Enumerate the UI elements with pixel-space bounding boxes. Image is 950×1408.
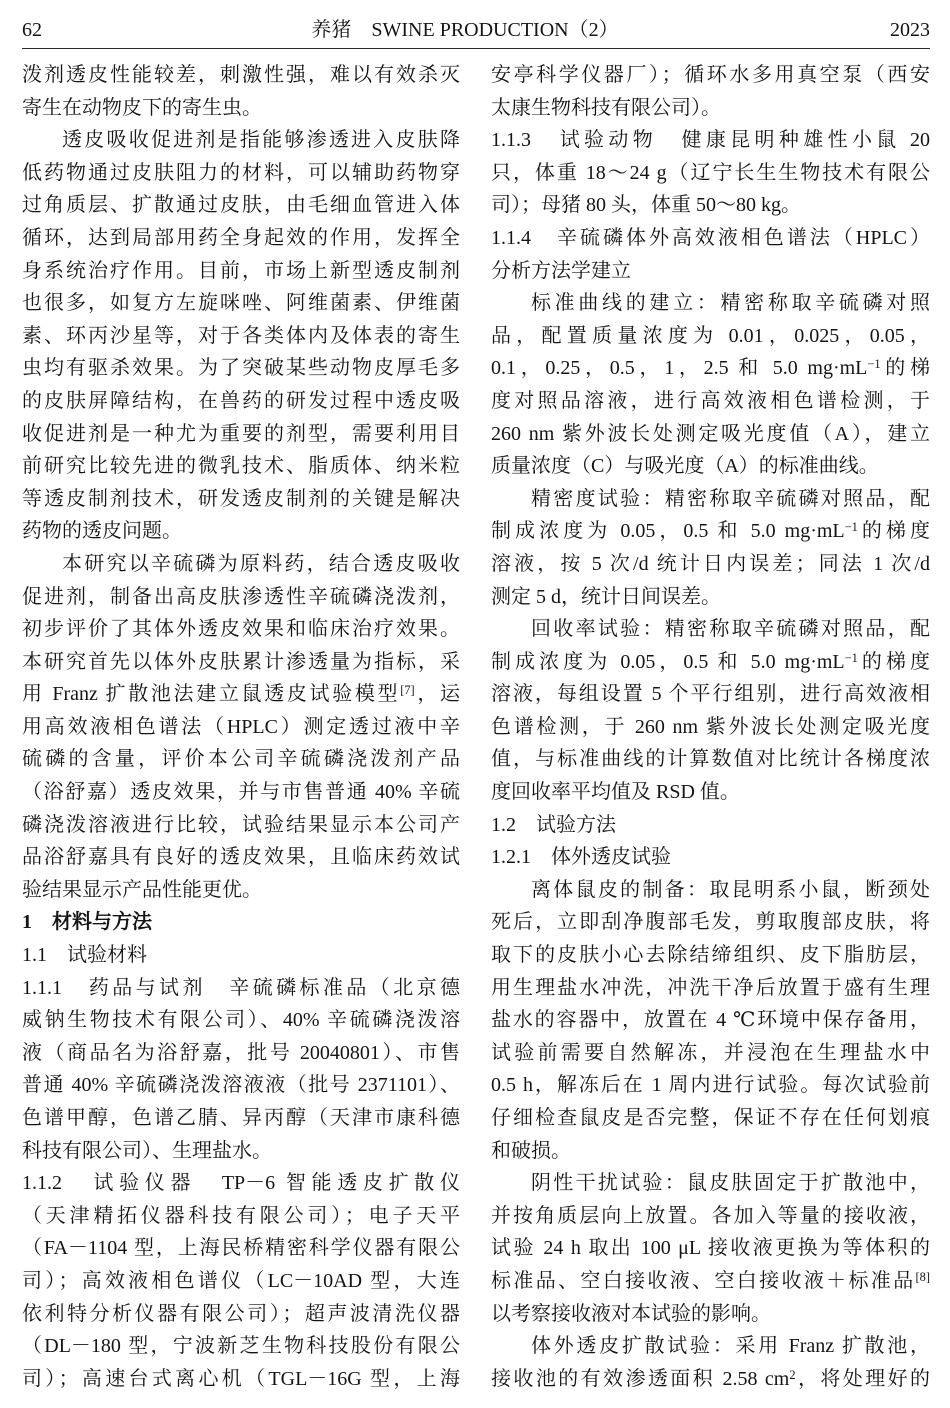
text-line: 科技有限公司）、生理盐水。: [22, 1139, 272, 1162]
text-line: 司）；母猪 80 头，体重 50～80 kg。: [491, 194, 801, 217]
text-line: 标准曲线的建立：精密称取辛硫磷对照: [531, 292, 930, 315]
text-line: [22, 678, 460, 711]
text-line: 精密度试验：精密称取辛硫磷对照品，配: [531, 487, 930, 510]
right-column: [491, 59, 930, 1395]
paragraph: [491, 613, 930, 809]
text-line: 盐水的容器中，放置在 4 ℃环境中保存备用，: [491, 1009, 930, 1032]
text-line: 的皮肤屏障结构，在兽药的研发过程中透皮吸: [22, 389, 460, 412]
paragraph: [491, 59, 930, 124]
text-line: 寄生在动物皮下的寄生虫。: [22, 96, 262, 119]
paragraph: [491, 1330, 930, 1395]
text-line: 循环，达到局部用药全身起效的作用，发挥全: [22, 226, 460, 249]
text-line: 等透皮制剂技术，研发透皮制剂的关键是解决: [22, 487, 460, 510]
paragraph: [491, 287, 930, 483]
text-line: 也很多，如复方左旋咪唑、阿维菌素、伊维菌: [22, 292, 460, 315]
text-line: 过角质层、扩散通过皮肤，由毛细血管进入体: [22, 194, 460, 217]
paragraph: [491, 483, 930, 613]
page-number: 62: [22, 19, 42, 41]
paragraph: [491, 1167, 930, 1330]
text-line: 离体鼠皮的制备：取昆明系小鼠，断颈处: [531, 878, 930, 901]
text-line: 品浴舒嘉具有良好的透皮效果，且临床药效试: [22, 846, 460, 869]
text-line: [491, 515, 930, 548]
subsection-heading: 1.2 试验方法: [491, 813, 616, 836]
text-line: 度回收率平均值及 RSD 值。: [491, 781, 740, 804]
text-line: 回收率试验：精密称取辛硫磷对照品，配: [531, 618, 930, 641]
text-line: 低药物通过皮肤阻力的材料，可以辅助药物穿: [22, 161, 460, 184]
text-line: 用生理盐水冲洗，冲洗干净后放置于盛有生理: [491, 976, 930, 999]
text-run: 的梯: [880, 357, 930, 380]
text-line: 依利特分析仪器有限公司）；超声波清洗仪器: [22, 1302, 460, 1325]
text-line: 测定 5 d，统计日间误差。: [491, 585, 721, 608]
paragraph: [491, 124, 930, 222]
left-column: [22, 59, 460, 1395]
text-line: 威钠生物技术有限公司）、40% 辛硫磷浇泼溶: [22, 1009, 460, 1032]
section-heading: 1 材料与方法: [22, 911, 152, 934]
subsection-heading: 1.1 试验材料: [22, 944, 147, 967]
text-line: 促进剂，制备出高皮肤渗透性辛硫磷浇泼剂，: [22, 585, 460, 608]
text-line: 品，配置质量浓度为 0.01，0.025，0.05，: [491, 324, 930, 347]
exponent-superscript: 2: [789, 1367, 796, 1382]
text-line: 1.1.1 药品与试剂 辛硫磷标准品（北京德: [22, 976, 460, 999]
text-line: 药物的透皮问题。: [22, 520, 182, 543]
paragraph: [22, 124, 460, 548]
text-line: 260 nm 紫外波长处测定吸光度值（A），建立: [491, 422, 930, 445]
exponent-superscript: −1: [867, 357, 881, 372]
text-line: 前研究比较先进的微乳技术、脂质体、纳米粒: [22, 455, 460, 478]
text-line: 验结果显示产品性能更优。: [22, 878, 262, 901]
paragraph: [22, 59, 460, 124]
text-line: （天津精拓仪器科技有限公司）；电子天平: [22, 1204, 460, 1227]
text-line: 身系统治疗作用。目前，市场上新型透皮制剂: [22, 259, 460, 282]
citation-superscript: [8]: [915, 1269, 930, 1284]
text-line: 1.1.2 试验仪器 TP－6 智能透皮扩散仪: [22, 1172, 460, 1195]
exponent-superscript: −1: [844, 650, 858, 665]
text-line: 收促进剂是一种尤为重要的剂型，需要利用目: [22, 422, 460, 445]
text-line: 取下的皮肤小心去除结缔组织、皮下脂肪层，: [491, 944, 930, 967]
text-line: [491, 352, 930, 385]
text-run: ，将处理好的: [795, 1367, 930, 1390]
paragraph: [22, 548, 460, 907]
text-line: 透皮吸收促进剂是指能够渗透进入皮肤降: [62, 129, 460, 152]
text-line: [491, 1265, 930, 1298]
text-line: 分析方法学建立: [491, 259, 631, 282]
text-line: 泼剂透皮性能较差，刺激性强，难以有效杀灭: [22, 64, 460, 86]
text-line: 试验 24 h 取出 100 μL 接收液更换为等体积的: [491, 1237, 930, 1260]
text-line: [491, 646, 930, 679]
text-run: ，运: [414, 683, 460, 706]
text-line: 安亭科学仪器厂）；循环水多用真空泵（西安: [491, 64, 930, 86]
text-line: 素、环丙沙星等，对于各类体内及体表的寄生: [22, 324, 460, 347]
text-line: 0.5 h，解冻后在 1 周内进行试验。每次试验前: [491, 1074, 930, 1097]
text-line: （浴舒嘉）透皮效果，并与市售普通 40% 辛硫: [22, 781, 460, 804]
text-line: 司）；高速台式离心机（TGL－16G 型，上海: [22, 1367, 460, 1390]
text-line: 液（商品名为浴舒嘉，批号 20040801）、市售: [22, 1041, 460, 1064]
text-run: 制成浓度为 0.05，0.5 和 5.0 mg·mL: [491, 650, 845, 673]
text-line: 本研究以辛硫磷为原料药，结合透皮吸收: [62, 552, 460, 575]
text-line: 色谱甲醇，色谱乙腈、异丙醇（天津市康科德: [22, 1107, 460, 1129]
text-line: 溶液，每组设置 5 个平行组别，进行高效液相: [491, 683, 930, 706]
text-line: 并按角质层向上放置。各加入等量的接收液，: [491, 1204, 930, 1227]
text-line: 试验前需要自然解冻，并浸泡在生理盐水中: [491, 1041, 930, 1064]
journal-title: 养猪 SWINE PRODUCTION（2）: [311, 19, 619, 41]
text-line: 1.1.4 辛硫磷体外高效液相色谱法（HPLC）: [491, 226, 930, 249]
exponent-superscript: −1: [844, 520, 858, 535]
subsection-heading: 1.2.1 体外透皮试验: [491, 846, 671, 869]
text-line: 值，与标准曲线的计算数值对比统计各梯度浓: [491, 748, 930, 771]
text-line: 磷浇泼溶液进行比较，试验结果显示本公司产: [22, 813, 460, 836]
text-line: 以考察接收液对本试验的影响。: [491, 1302, 771, 1325]
paragraph: [22, 972, 460, 1168]
running-header: [22, 13, 930, 49]
text-line: 硫磷的含量，评价本公司辛硫磷浇泼剂产品: [22, 748, 460, 771]
text-line: 度对照品溶液，进行高效液相色谱检测，于: [491, 389, 930, 412]
text-line: 仔细检查鼠皮是否完整，保证不存在任何划痕: [491, 1107, 930, 1129]
text-line: 太康生物科技有限公司）。: [491, 96, 721, 119]
text-line: 本研究首先以体外皮肤累计渗透量为指标，采: [22, 650, 460, 673]
text-run: 用 Franz 扩散池法建立鼠透皮试验模型: [22, 683, 401, 706]
text-run: 制成浓度为 0.05，0.5 和 5.0 mg·mL: [491, 520, 845, 543]
text-line: [491, 1363, 930, 1396]
text-run: 的梯度: [857, 650, 930, 673]
text-line: 司）；高效液相色谱仪（LC－10AD 型，大连: [22, 1269, 460, 1292]
text-line: （DL－180 型，宁波新芝生物科技股份有限公: [22, 1335, 460, 1358]
text-line: 1.1.3 试验动物 健康昆明种雄性小鼠 20: [491, 129, 930, 152]
text-line: 用高效液相色谱法（HPLC）测定透过液中辛: [22, 715, 460, 738]
text-line: （FA－1104 型，上海民桥精密科学仪器有限公: [22, 1237, 460, 1260]
paragraph: [491, 874, 930, 1167]
text-line: 溶液，按 5 次/d 统计日内误差；同法 1 次/d: [491, 552, 930, 575]
text-line: 色谱检测，于 260 nm 紫外波长处测定吸光度: [491, 715, 930, 738]
text-line: 质量浓度（C）与吸光度（A）的标准曲线。: [491, 455, 879, 478]
text-line: 虫均有驱杀效果。为了突破某些动物皮厚毛多: [22, 357, 460, 380]
text-line: 初步评价了其体外透皮效果和临床治疗效果。: [22, 618, 460, 641]
text-line: 阴性干扰试验：鼠皮肤固定于扩散池中，: [531, 1172, 930, 1195]
paragraph: [491, 222, 930, 287]
text-line: 死后，立即刮净腹部毛发，剪取腹部皮肤，将: [491, 911, 930, 934]
text-line: 体外透皮扩散试验：采用 Franz 扩散池，: [531, 1335, 930, 1358]
issue-year: 2023: [890, 19, 930, 41]
citation-superscript: [7]: [400, 683, 415, 698]
text-line: 只，体重 18～24 g（辽宁长生生物技术有限公: [491, 161, 930, 184]
text-run: 接收池的有效渗透面积 2.58 cm: [491, 1367, 790, 1390]
text-run: 的梯度: [857, 520, 930, 543]
text-line: 普通 40% 辛硫磷浇泼溶液液（批号 2371101）、: [22, 1074, 460, 1097]
text-run: 0.1，0.25，0.5，1，2.5 和 5.0 mg·mL: [491, 357, 868, 380]
text-run: 标准品、空白接收液、空白接收液＋标准品: [491, 1269, 916, 1292]
paragraph: [22, 1167, 460, 1395]
text-line: 和破损。: [491, 1139, 571, 1162]
